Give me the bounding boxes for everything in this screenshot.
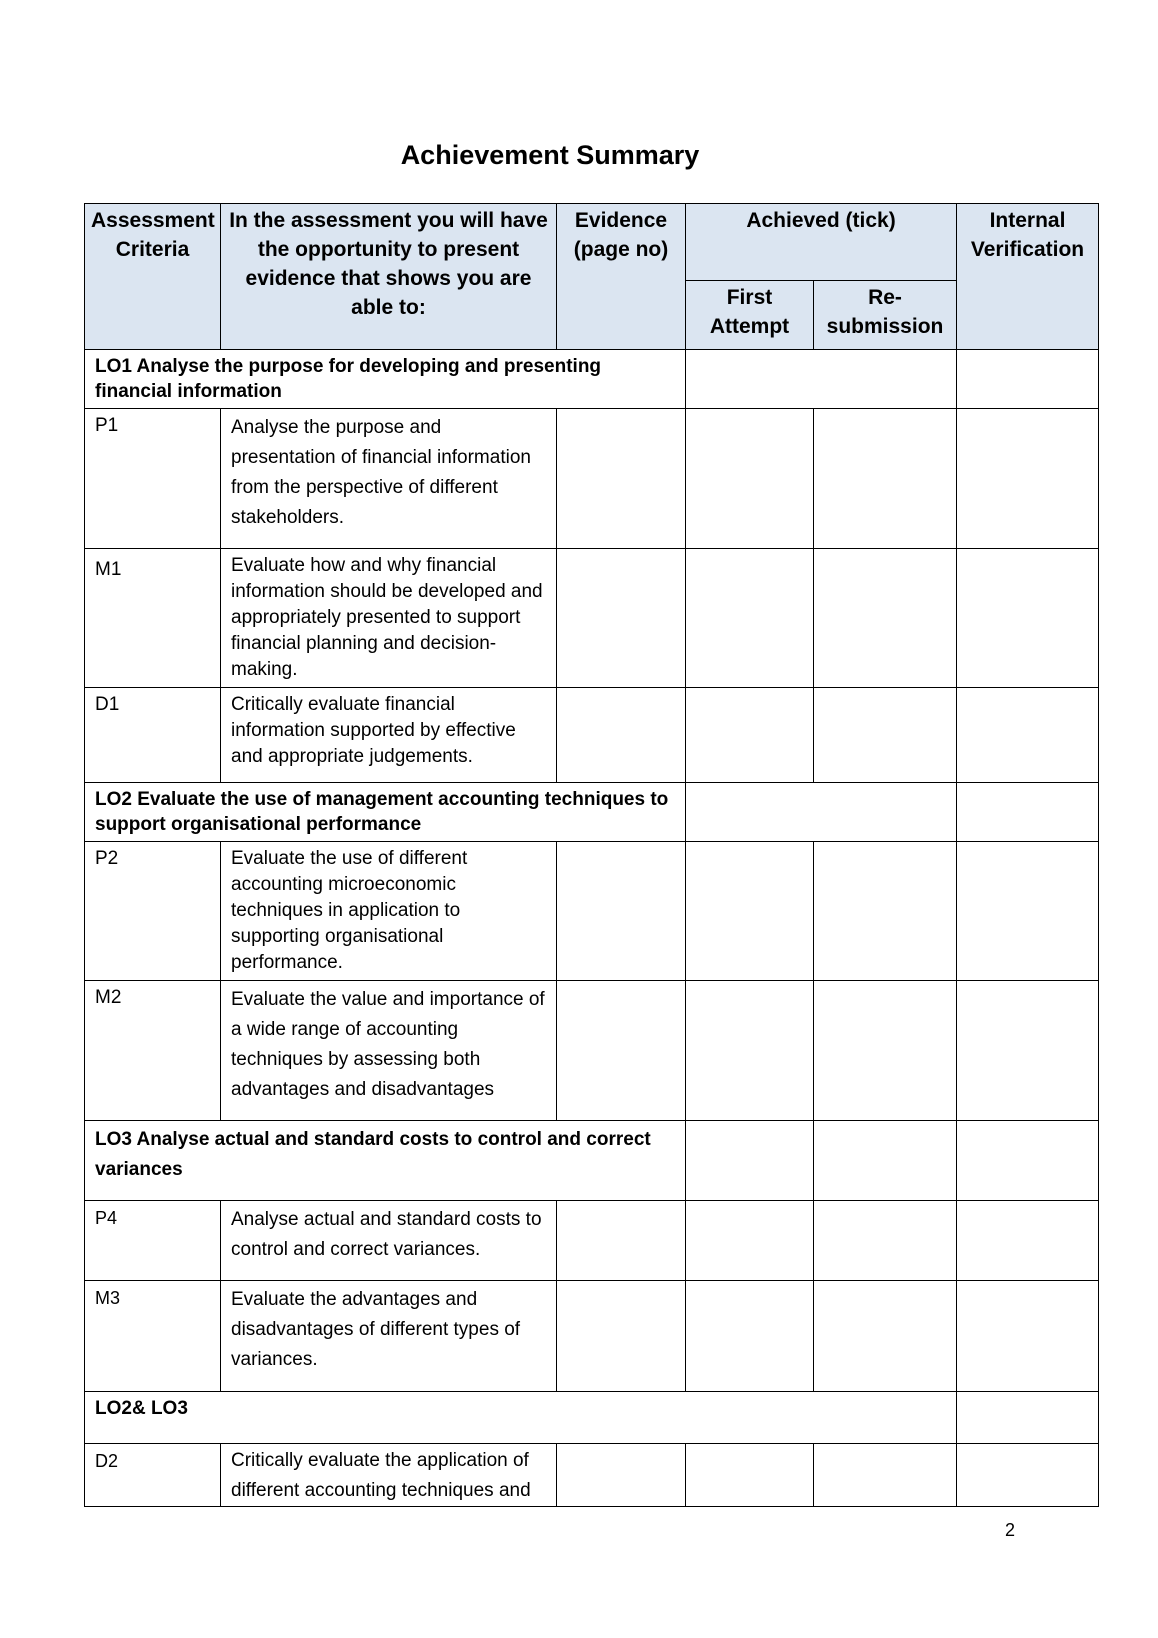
criterion-description: Analyse the purpose and presentation of financial information from the perspective of different stakeholders. — [221, 409, 557, 549]
resubmission-cell[interactable] — [814, 409, 957, 549]
verification-cell[interactable] — [957, 409, 1099, 549]
verification-cell[interactable] — [957, 981, 1099, 1121]
header-first-attempt: First Attempt — [686, 281, 814, 350]
criterion-description: Evaluate the use of different accounting microeconomic techniques in application to supporting organisational performance. — [221, 842, 557, 981]
criterion-description: Critically evaluate the application of different accounting techniques and — [221, 1444, 557, 1507]
table-row-d1 — [85, 688, 1099, 783]
table-row-p1 — [85, 409, 1099, 549]
lo1-achieved-cell[interactable] — [686, 350, 957, 409]
lo3-row — [85, 1121, 1099, 1201]
header-assessment-criteria: Assessment Criteria — [85, 204, 221, 350]
achievement-summary-table — [84, 203, 1099, 1507]
verification-cell[interactable] — [957, 1201, 1099, 1281]
table-header-row — [85, 204, 1099, 281]
criterion-code: M2 — [85, 981, 221, 1121]
evidence-cell[interactable] — [557, 1281, 686, 1392]
first-attempt-cell[interactable] — [686, 981, 814, 1121]
criterion-description: Evaluate the advantages and disadvantages of different types of variances. — [221, 1281, 557, 1392]
resubmission-cell[interactable] — [814, 688, 957, 783]
lo3-resubmission-cell[interactable] — [814, 1121, 957, 1201]
table-row-p2 — [85, 842, 1099, 981]
criterion-code: D1 — [85, 688, 221, 783]
table-row-m2 — [85, 981, 1099, 1121]
evidence-cell[interactable] — [557, 842, 686, 981]
first-attempt-cell[interactable] — [686, 1281, 814, 1392]
lo2-lo3-row — [85, 1392, 1099, 1444]
criterion-code: P4 — [85, 1201, 221, 1281]
lo3-verification-cell[interactable] — [957, 1121, 1099, 1201]
first-attempt-cell[interactable] — [686, 1201, 814, 1281]
evidence-cell[interactable] — [557, 688, 686, 783]
lo2-title: LO2 Evaluate the use of management accounting techniques to support organisational performance — [85, 783, 686, 842]
lo2-row — [85, 783, 1099, 842]
table-row-p4 — [85, 1201, 1099, 1281]
first-attempt-cell[interactable] — [686, 549, 814, 688]
first-attempt-cell[interactable] — [686, 842, 814, 981]
table-row-m1 — [85, 549, 1099, 688]
criterion-code: P1 — [85, 409, 221, 549]
resubmission-cell[interactable] — [814, 1201, 957, 1281]
lo2-lo3-title: LO2& LO3 — [85, 1392, 957, 1444]
resubmission-cell[interactable] — [814, 981, 957, 1121]
evidence-cell[interactable] — [557, 1201, 686, 1281]
header-internal-verification: Internal Verification — [957, 204, 1099, 350]
lo1-row — [85, 350, 1099, 409]
criterion-code: D2 — [85, 1444, 221, 1507]
lo2-achieved-cell[interactable] — [686, 783, 957, 842]
verification-cell[interactable] — [957, 1444, 1099, 1507]
first-attempt-cell[interactable] — [686, 409, 814, 549]
evidence-cell[interactable] — [557, 409, 686, 549]
first-attempt-cell[interactable] — [686, 688, 814, 783]
table-row-m3 — [85, 1281, 1099, 1392]
page-title: Achievement Summary — [400, 140, 700, 170]
header-evidence: Evidence (page no) — [557, 204, 686, 350]
header-resubmission: Re-submission — [814, 281, 957, 350]
verification-cell[interactable] — [957, 688, 1099, 783]
header-achieved: Achieved (tick) — [686, 204, 957, 281]
header-opportunity: In the assessment you will have the opportunity to present evidence that shows you are able to: — [221, 204, 557, 350]
lo2-lo3-verification-cell[interactable] — [957, 1392, 1099, 1444]
verification-cell[interactable] — [957, 842, 1099, 981]
criterion-description: Analyse actual and standard costs to control and correct variances. — [221, 1201, 557, 1281]
page-number: 2 — [1005, 1520, 1016, 1540]
criterion-description: Evaluate how and why financial information should be developed and appropriately presented to support financial planning and decision-making. — [221, 549, 557, 688]
lo3-title: LO3 Analyse actual and standard costs to control and correct variances — [85, 1121, 686, 1201]
criterion-code: M3 — [85, 1281, 221, 1392]
lo3-first-attempt-cell[interactable] — [686, 1121, 814, 1201]
evidence-cell[interactable] — [557, 981, 686, 1121]
criterion-code: P2 — [85, 842, 221, 981]
verification-cell[interactable] — [957, 1281, 1099, 1392]
evidence-cell[interactable] — [557, 1444, 686, 1507]
first-attempt-cell[interactable] — [686, 1444, 814, 1507]
criterion-description: Critically evaluate financial information supported by effective and appropriate judgements. — [221, 688, 557, 783]
lo2-verification-cell[interactable] — [957, 783, 1099, 842]
resubmission-cell[interactable] — [814, 549, 957, 688]
criterion-description: Evaluate the value and importance of a wide range of accounting techniques by assessing both advantages and disadvantages — [221, 981, 557, 1121]
lo1-verification-cell[interactable] — [957, 350, 1099, 409]
table-row-d2 — [85, 1444, 1099, 1507]
evidence-cell[interactable] — [557, 549, 686, 688]
resubmission-cell[interactable] — [814, 1281, 957, 1392]
resubmission-cell[interactable] — [814, 842, 957, 981]
lo1-title: LO1 Analyse the purpose for developing and presenting financial information — [85, 350, 686, 409]
resubmission-cell[interactable] — [814, 1444, 957, 1507]
criterion-code: M1 — [85, 549, 221, 688]
verification-cell[interactable] — [957, 549, 1099, 688]
